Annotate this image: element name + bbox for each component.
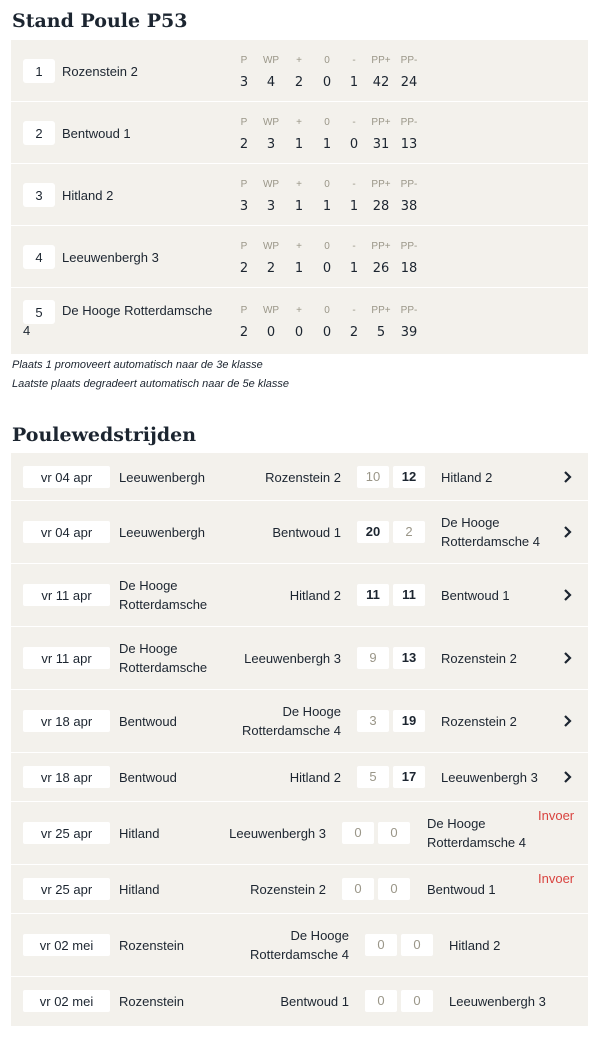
stat-label-lost: -	[352, 55, 356, 66]
match-date: vr 11 apr	[41, 651, 92, 666]
promotion-note: Plaats 1 promoveert automatisch naar de 3e klasse	[12, 359, 263, 371]
invoer-link[interactable]: Invoer	[538, 871, 575, 886]
stat-label-p: P	[240, 241, 248, 252]
standings-table	[11, 40, 588, 354]
match-date: vr 18 apr	[40, 714, 93, 729]
stat-label-pp-plus: PP+	[371, 55, 391, 66]
away-score: 0	[401, 990, 433, 1012]
stat-value-won: 1	[294, 137, 304, 152]
away-score: 0	[378, 878, 410, 900]
stat-label-draw: 0	[324, 241, 330, 252]
home-team: Hitland 2	[289, 588, 341, 603]
standings-title: Stand Poule P53	[12, 10, 188, 32]
stat-label-lost: -	[352, 305, 356, 316]
match-date: vr 04 apr	[40, 470, 93, 485]
stat-value-wp: 3	[266, 199, 276, 214]
stat-label-p: P	[240, 55, 248, 66]
stat-label-pp-plus: PP+	[371, 179, 391, 190]
team-name: Leeuwenbergh 3	[62, 250, 159, 265]
stat-label-won: +	[296, 117, 302, 128]
chevron-right-icon[interactable]	[561, 588, 575, 602]
home-score: 20	[357, 521, 389, 543]
match-row[interactable]	[11, 453, 588, 501]
stat-label-pp-minus: PP-	[400, 117, 418, 128]
standings-row	[11, 164, 588, 226]
match-row[interactable]	[11, 690, 588, 753]
stat-label-wp: WP	[262, 55, 280, 66]
stat-value-pp-minus: 38	[400, 199, 418, 214]
match-row[interactable]	[11, 914, 588, 977]
match-date: vr 18 apr	[40, 770, 93, 785]
stat-label-pp-minus: PP-	[400, 305, 418, 316]
away-team: Hitland 2	[449, 938, 501, 953]
stat-value-pp-minus: 13	[400, 137, 418, 152]
stat-label-lost: -	[352, 241, 356, 252]
stat-value-wp: 3	[266, 137, 276, 152]
away-team: De Hooge Rotterdamsche 4	[441, 515, 540, 549]
home-score: 0	[365, 934, 397, 956]
match-date: vr 11 apr	[41, 588, 92, 603]
away-team: De Hooge Rotterdamsche 4	[427, 816, 526, 850]
chevron-right-icon[interactable]	[561, 770, 575, 784]
match-row[interactable]	[11, 564, 588, 627]
away-score: 17	[393, 766, 425, 788]
away-score: 13	[393, 647, 425, 669]
chevron-right-icon[interactable]	[561, 470, 575, 484]
standings-row	[11, 288, 588, 354]
home-team: Bentwoud 1	[272, 525, 341, 540]
stat-value-pp-plus: 31	[372, 137, 390, 152]
stat-label-won: +	[296, 241, 302, 252]
away-team: Bentwoud 1	[427, 882, 496, 897]
stat-value-won: 1	[294, 199, 304, 214]
match-date: vr 25 apr	[40, 882, 93, 897]
stat-label-won: +	[296, 179, 302, 190]
stat-label-lost: -	[352, 117, 356, 128]
stat-label-draw: 0	[324, 55, 330, 66]
match-venue: Leeuwenbergh	[119, 470, 206, 485]
home-score: 9	[357, 647, 389, 669]
stat-label-wp: WP	[262, 241, 280, 252]
stat-value-lost: 1	[349, 261, 359, 276]
stat-value-won: 1	[294, 261, 304, 276]
stat-value-p: 2	[239, 325, 249, 340]
rank: 4	[35, 250, 43, 265]
invoer-link[interactable]: Invoer	[538, 808, 575, 823]
home-team: De Hooge Rotterdamsche 4	[250, 928, 349, 962]
away-team: Leeuwenbergh 3	[449, 994, 546, 1009]
match-venue: Rozenstein	[119, 994, 185, 1009]
stat-value-wp: 0	[266, 325, 276, 340]
stat-label-p: P	[240, 305, 248, 316]
home-score: 3	[357, 710, 389, 732]
stat-label-pp-minus: PP-	[400, 179, 418, 190]
home-score: 0	[342, 822, 374, 844]
home-team: Hitland 2	[289, 770, 341, 785]
match-date: vr 02 mei	[39, 994, 94, 1009]
team-name: Rozenstein 2	[62, 64, 138, 79]
stat-value-pp-minus: 18	[400, 261, 418, 276]
match-venue: Bentwoud	[119, 714, 177, 729]
match-venue: De Hooge Rotterdamsche	[119, 641, 208, 675]
chevron-right-icon[interactable]	[561, 525, 575, 539]
standings-row	[11, 40, 588, 102]
rank: 3	[35, 188, 43, 203]
away-team: Rozenstein 2	[441, 714, 517, 729]
stat-value-draw: 1	[322, 137, 332, 152]
team-name: Hitland 2	[62, 188, 114, 203]
stat-value-pp-plus: 26	[372, 261, 390, 276]
stat-value-p: 2	[239, 261, 249, 276]
match-venue: Bentwoud	[119, 770, 177, 785]
stat-value-pp-minus: 39	[400, 325, 418, 340]
match-date: vr 02 mei	[39, 938, 94, 953]
home-team: Bentwoud 1	[280, 994, 349, 1009]
away-team: Leeuwenbergh 3	[441, 770, 538, 785]
stat-value-wp: 2	[266, 261, 276, 276]
stat-value-pp-plus: 42	[372, 75, 390, 90]
stat-label-p: P	[240, 117, 248, 128]
stat-label-pp-plus: PP+	[371, 117, 391, 128]
stat-label-wp: WP	[262, 117, 280, 128]
stat-value-draw: 0	[322, 261, 332, 276]
stat-label-won: +	[296, 55, 302, 66]
stat-value-draw: 1	[322, 199, 332, 214]
match-row[interactable]	[11, 977, 588, 1026]
match-row[interactable]	[11, 501, 588, 564]
match-row[interactable]	[11, 753, 588, 802]
home-team: Leeuwenbergh 3	[244, 651, 341, 666]
relegation-note: Laatste plaats degradeert automatisch naar de 5e klasse	[12, 378, 290, 390]
stat-value-won: 2	[294, 75, 304, 90]
stat-value-lost: 1	[349, 75, 359, 90]
home-score: 0	[342, 878, 374, 900]
stat-value-p: 3	[239, 199, 249, 214]
away-team: Hitland 2	[441, 470, 493, 485]
match-date: vr 04 apr	[40, 525, 93, 540]
home-team: Rozenstein 2	[265, 470, 341, 485]
match-venue: Hitland	[119, 882, 160, 897]
away-score: 19	[393, 710, 425, 732]
away-team: Rozenstein 2	[441, 651, 517, 666]
away-score: 12	[393, 466, 425, 488]
stat-value-pp-plus: 5	[376, 325, 386, 340]
match-date: vr 25 apr	[40, 826, 93, 841]
home-score: 10	[357, 466, 389, 488]
stat-label-pp-plus: PP+	[371, 305, 391, 316]
stat-label-lost: -	[352, 179, 356, 190]
away-score: 0	[378, 822, 410, 844]
home-team: Leeuwenbergh 3	[229, 826, 326, 841]
home-team: Rozenstein 2	[250, 882, 326, 897]
away-team: Bentwoud 1	[441, 588, 510, 603]
away-score: 11	[393, 584, 425, 606]
stat-label-pp-plus: PP+	[371, 241, 391, 252]
stat-label-pp-minus: PP-	[400, 241, 418, 252]
home-score: 0	[365, 990, 397, 1012]
stat-value-draw: 0	[322, 75, 332, 90]
match-row[interactable]	[11, 802, 588, 865]
stat-value-pp-minus: 24	[400, 75, 418, 90]
stat-label-won: +	[296, 305, 302, 316]
rank: 1	[35, 64, 43, 79]
stat-label-wp: WP	[262, 179, 280, 190]
stat-label-draw: 0	[324, 305, 330, 316]
stat-value-p: 2	[239, 137, 249, 152]
stat-value-lost: 1	[349, 199, 359, 214]
stat-value-draw: 0	[322, 325, 332, 340]
home-team: De Hooge Rotterdamsche 4	[242, 704, 341, 738]
home-score: 5	[357, 766, 389, 788]
stat-label-pp-minus: PP-	[400, 55, 418, 66]
stat-value-won: 0	[294, 325, 304, 340]
rank: 2	[35, 126, 43, 141]
away-score: 0	[401, 934, 433, 956]
home-score: 11	[357, 584, 389, 606]
team-name: Bentwoud 1	[62, 126, 131, 141]
stat-value-lost: 2	[349, 325, 359, 340]
stat-value-lost: 0	[349, 137, 359, 152]
match-row[interactable]	[11, 627, 588, 690]
match-row[interactable]	[11, 865, 588, 914]
stat-value-p: 3	[239, 75, 249, 90]
stat-label-draw: 0	[324, 179, 330, 190]
away-score: 2	[393, 521, 425, 543]
chevron-right-icon[interactable]	[561, 714, 575, 728]
stat-label-wp: WP	[262, 305, 280, 316]
match-venue: Leeuwenbergh	[119, 525, 206, 540]
standings-row	[11, 102, 588, 164]
chevron-right-icon[interactable]	[561, 651, 575, 665]
standings-row	[11, 226, 588, 288]
match-venue: Rozenstein	[119, 938, 185, 953]
match-venue: De Hooge Rotterdamsche	[119, 578, 208, 612]
rank: 5	[35, 305, 43, 320]
stat-value-wp: 4	[266, 75, 276, 90]
stat-label-draw: 0	[324, 117, 330, 128]
match-venue: Hitland	[119, 826, 160, 841]
matches-title: Poulewedstrijden	[12, 424, 197, 446]
stat-value-pp-plus: 28	[372, 199, 390, 214]
matches-list	[11, 453, 588, 1026]
team-name: De Hooge Rotterdamsche 4	[23, 303, 213, 338]
stat-label-p: P	[240, 179, 248, 190]
